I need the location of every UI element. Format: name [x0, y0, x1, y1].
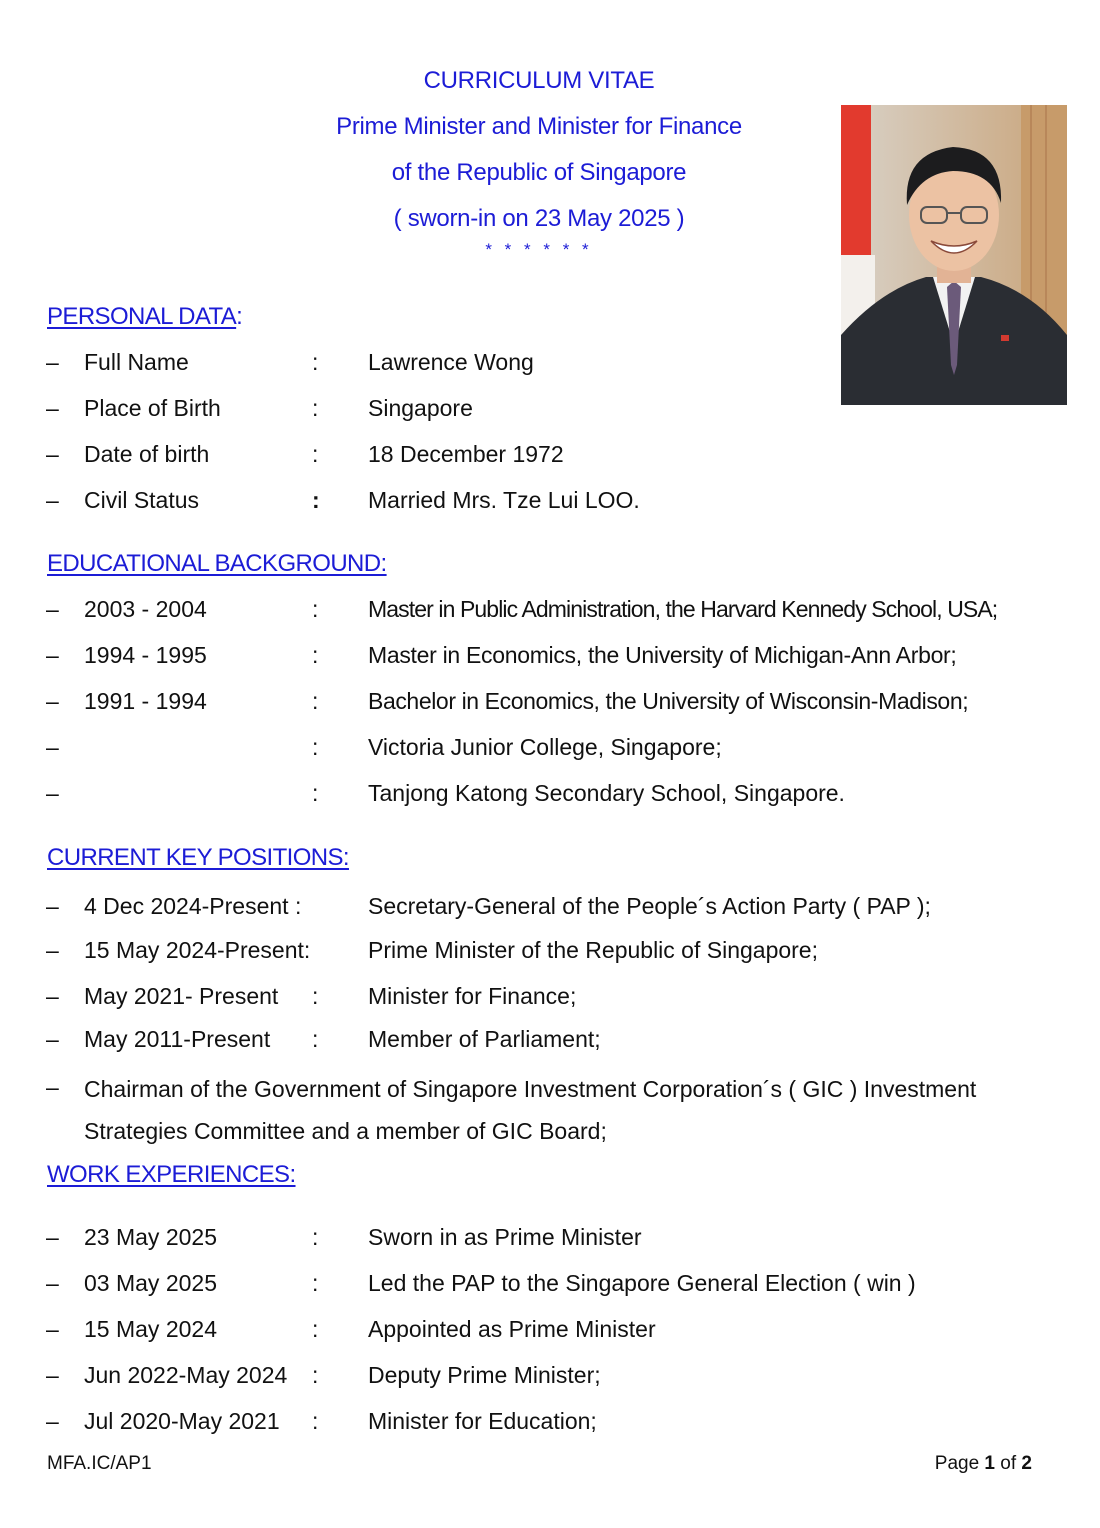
list-dash: –: [46, 937, 59, 963]
row-value: Secretary-General of the People´s Action Party ( PAP );: [368, 893, 931, 919]
education-row: [0, 642, 1100, 672]
row-label: Full Name: [84, 349, 189, 375]
row-colon: :: [312, 1362, 319, 1388]
list-dash: –: [46, 1408, 59, 1434]
row-value: Minister for Education;: [368, 1408, 597, 1434]
list-dash: –: [46, 1074, 59, 1100]
row-value: Member of Parliament;: [368, 1026, 601, 1052]
row-colon: :: [312, 780, 319, 806]
row-value: Deputy Prime Minister;: [368, 1362, 601, 1388]
position-row: [0, 983, 1100, 1013]
row-colon: :: [312, 1270, 319, 1296]
row-colon: :: [312, 1316, 319, 1342]
row-label: 15 May 2024-Present:: [84, 937, 311, 963]
personal-row-date-of-birth: [0, 441, 1100, 471]
row-label: May 2021- Present: [84, 983, 279, 1009]
row-value: Victoria Junior College, Singapore;: [368, 734, 722, 760]
page-total: 2: [1021, 1453, 1032, 1474]
row-value: Sworn in as Prime Minister: [368, 1224, 642, 1250]
list-dash: –: [46, 780, 59, 806]
row-value: Led the PAP to the Singapore General Election ( win ): [368, 1270, 916, 1296]
list-dash: –: [46, 349, 59, 375]
work-row: [0, 1408, 1100, 1438]
education-row: [0, 596, 1100, 626]
row-value: Appointed as Prime Minister: [368, 1316, 656, 1342]
position-row: [0, 1026, 1100, 1056]
row-colon: :: [312, 1224, 319, 1250]
row-colon: :: [312, 642, 319, 668]
row-label: 15 May 2024: [84, 1316, 217, 1342]
list-dash: –: [46, 734, 59, 760]
education-row: [0, 780, 1100, 810]
work-row: [0, 1224, 1100, 1254]
row-label: 2003 - 2004: [84, 596, 207, 622]
personal-row-full-name: [0, 349, 1100, 379]
row-value: Prime Minister of the Republic of Singapore;: [368, 937, 818, 963]
page-of: of: [1000, 1453, 1017, 1474]
list-dash: –: [46, 1224, 59, 1250]
row-colon: :: [312, 1408, 319, 1434]
work-row: [0, 1270, 1100, 1300]
list-dash: –: [46, 1270, 59, 1296]
section-heading-personal-data: PERSONAL DATA:: [47, 303, 243, 330]
list-dash: –: [46, 688, 59, 714]
document-subtitle-date: ( sworn-in on 23 May 2025 ): [393, 205, 685, 232]
page-prefix: Page: [934, 1453, 980, 1474]
paragraph-text: Chairman of the Government of Singapore Investment Corporation´s ( GIC ) Investment Strategies Committee and a member of GIC Board;: [84, 1076, 977, 1144]
document-title: CURRICULUM VITAE: [423, 67, 655, 94]
row-colon: :: [312, 983, 319, 1009]
work-row: [0, 1316, 1100, 1346]
position-row: [0, 937, 1100, 967]
list-dash: –: [46, 642, 59, 668]
row-label: Jul 2020-May 2021: [84, 1408, 280, 1434]
list-dash: –: [46, 441, 59, 467]
row-colon: :: [312, 395, 319, 421]
row-colon: :: [312, 441, 319, 467]
list-dash: –: [46, 596, 59, 622]
list-dash: –: [46, 1316, 59, 1342]
row-colon: :: [312, 596, 319, 622]
list-dash: –: [46, 395, 59, 421]
header-separator-stars: * * * * * *: [485, 240, 593, 259]
footer-reference: MFA.IC/AP1: [47, 1453, 152, 1474]
personal-row-civil-status: [0, 487, 1100, 517]
list-dash: –: [46, 1362, 59, 1388]
row-label: Jun 2022-May 2024: [84, 1362, 288, 1388]
row-label: 03 May 2025: [84, 1270, 217, 1296]
row-value: 18 December 1972: [368, 441, 564, 467]
section-heading-work-experiences: WORK EXPERIENCES:: [47, 1161, 296, 1188]
row-label: Date of birth: [84, 441, 210, 467]
row-label: 1994 - 1995: [84, 642, 207, 668]
section-heading-education: EDUCATIONAL BACKGROUND:: [47, 550, 387, 577]
page-current: 1: [984, 1453, 995, 1474]
row-colon: :: [312, 349, 319, 375]
row-value: Master in Economics, the University of Michigan-Ann Arbor;: [368, 642, 957, 668]
row-value: Tanjong Katong Secondary School, Singapore.: [368, 780, 845, 806]
row-label: 4 Dec 2024-Present :: [84, 893, 302, 919]
education-row: [0, 734, 1100, 764]
list-dash: –: [46, 983, 59, 1009]
list-dash: –: [46, 893, 59, 919]
list-dash: –: [46, 487, 59, 513]
document-subtitle-role: Prime Minister and Minister for Finance: [336, 113, 742, 140]
position-row: [0, 893, 1100, 923]
section-heading-current-positions: CURRENT KEY POSITIONS:: [47, 844, 349, 871]
personal-row-place-of-birth: [0, 395, 1100, 425]
row-label: 23 May 2025: [84, 1224, 217, 1250]
row-label: Civil Status: [84, 487, 200, 513]
row-value: Master in Public Administration, the Harvard Kennedy School, USA;: [368, 596, 998, 622]
row-label: Place of Birth: [84, 395, 221, 421]
row-colon: :: [312, 1026, 319, 1052]
row-label: May 2011-Present: [84, 1026, 271, 1052]
education-row: [0, 688, 1100, 718]
list-dash: –: [46, 1026, 59, 1052]
footer-page-number: [935, 1453, 1032, 1475]
row-value: Bachelor in Economics, the University of Wisconsin-Madison;: [368, 688, 969, 714]
document-subtitle-country: of the Republic of Singapore: [391, 159, 687, 186]
row-colon: :: [312, 688, 319, 714]
row-value: Married Mrs. Tze Lui LOO.: [368, 487, 640, 513]
row-colon: :: [312, 487, 320, 513]
row-value: Minister for Finance;: [368, 983, 577, 1009]
work-row: [0, 1362, 1100, 1392]
row-colon: :: [312, 734, 319, 760]
row-label: 1991 - 1994: [84, 688, 207, 714]
row-value: Singapore: [368, 395, 473, 421]
row-value: Lawrence Wong: [368, 349, 534, 375]
